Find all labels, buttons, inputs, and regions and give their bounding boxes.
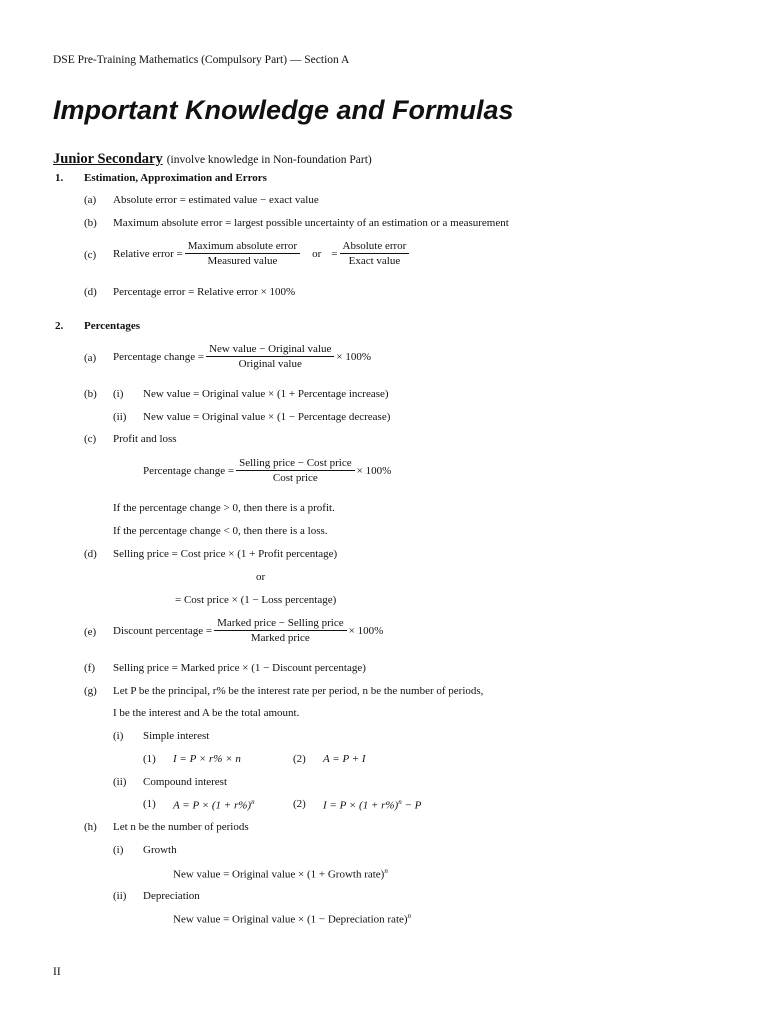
formula-prefix: Percentage change = — [143, 464, 235, 477]
item-1b-label: (b) — [84, 217, 97, 229]
item-2b-i-label: (i) — [113, 388, 124, 400]
fraction-denominator: Exact value — [348, 255, 401, 267]
relative-error-fraction-1 — [185, 240, 300, 267]
section-heading — [53, 150, 372, 168]
simple-interest-formula-1: I = P × r% × n — [173, 753, 241, 765]
fraction-denominator: Measured value — [207, 255, 278, 267]
or-word: or — [256, 571, 266, 583]
item-2f-label: (f) — [84, 662, 95, 674]
formula-tail: − P — [404, 799, 422, 812]
item-2b-i-text: New value = Original value × (1 + Percentage increase) — [143, 388, 389, 400]
simple-interest-f2-label: (2) — [293, 753, 306, 765]
formula-suffix: × 100% — [336, 350, 372, 363]
selling-price-profit: Selling price = Cost price × (1 + Profit percentage) — [113, 548, 338, 560]
item-2f-text: Selling price = Marked price × (1 − Discount percentage) — [113, 662, 366, 674]
profit-loss-fraction — [236, 457, 355, 484]
topic-2-number: 2. — [55, 320, 64, 332]
item-2d-label: (d) — [84, 548, 97, 560]
item-2c-text: Profit and loss — [113, 433, 177, 445]
fraction-numerator: New value − Original value — [206, 343, 334, 357]
growth-title: Growth — [143, 844, 177, 856]
fraction-numerator: Maximum absolute error — [185, 240, 300, 254]
item-2h-label: (h) — [84, 821, 97, 833]
interest-definition-2: I be the interest and A be the total amount. — [113, 707, 300, 719]
item-2b-label: (b) — [84, 388, 97, 400]
formula-body: New value = Original value × (1 + Growth rate) — [173, 868, 385, 881]
formula-prefix: Discount percentage = — [113, 624, 213, 637]
exponent: n — [251, 798, 255, 806]
topic-1-title: Estimation, Approximation and Errors — [84, 172, 267, 184]
page-title: Important Knowledge and Formulas — [53, 95, 514, 125]
item-2g-ii-label: (ii) — [113, 776, 127, 788]
formula-body: I = P × (1 + r%) — [323, 799, 399, 812]
growth-formula — [173, 867, 388, 881]
fraction-denominator: Cost price — [272, 472, 318, 484]
formula-body: A = P × (1 + r%) — [173, 799, 252, 812]
profit-statement: If the percentage change > 0, then there is a profit. — [113, 502, 335, 514]
formula-suffix: × 100% — [356, 464, 392, 477]
item-2g-i-label: (i) — [113, 730, 124, 742]
or-word: or — [312, 247, 322, 260]
item-1d-label: (d) — [84, 286, 97, 298]
item-1a-label: (a) — [84, 194, 97, 206]
formula-suffix: × 100% — [348, 624, 384, 637]
depreciation-title: Depreciation — [143, 890, 200, 902]
compound-interest-title: Compound interest — [143, 776, 228, 788]
percentage-change-formula — [113, 343, 371, 370]
discount-fraction — [214, 617, 347, 644]
item-2e-label: (e) — [84, 626, 97, 638]
compound-interest-formula-1 — [173, 798, 255, 812]
relative-error-formula — [113, 240, 411, 267]
exponent: n — [407, 912, 412, 920]
item-2h-i-label: (i) — [113, 844, 124, 856]
exponent: n — [398, 798, 402, 806]
topic-2-title: Percentages — [84, 320, 140, 332]
item-2g-label: (g) — [84, 685, 97, 697]
item-2h-text: Let n be the number of periods — [113, 821, 249, 833]
profit-loss-formula — [143, 457, 391, 484]
page-number: II — [53, 966, 61, 978]
item-1d-text: Percentage error = Relative error × 100% — [113, 286, 296, 298]
relative-error-prefix: Relative error = — [113, 247, 183, 260]
fraction-denominator: Original value — [238, 358, 302, 370]
item-1c-label: (c) — [84, 249, 97, 261]
discount-formula — [113, 617, 383, 644]
compound-interest-f1-label: (1) — [143, 798, 156, 810]
percentage-change-fraction — [206, 343, 334, 370]
fraction-numerator: Absolute error — [340, 240, 410, 254]
simple-interest-formula-2: A = P + I — [323, 753, 366, 765]
exponent: n — [384, 867, 388, 875]
running-header: DSE Pre-Training Mathematics (Compulsory Part) — Section A — [53, 54, 350, 66]
item-1b-text: Maximum absolute error = largest possible uncertainty of an estimation or a measurement — [113, 217, 509, 229]
topic-1-number: 1. — [55, 172, 64, 184]
depreciation-formula — [173, 912, 411, 926]
fraction-numerator: Selling price − Cost price — [236, 457, 355, 471]
item-2c-label: (c) — [84, 433, 97, 445]
section-label: Junior Secondary — [53, 151, 163, 167]
fraction-denominator: Marked price — [250, 632, 310, 644]
fraction-numerator: Marked price − Selling price — [214, 617, 347, 631]
loss-statement: If the percentage change < 0, then there is a loss. — [113, 525, 328, 537]
item-2a-label: (a) — [84, 352, 97, 364]
simple-interest-title: Simple interest — [143, 730, 210, 742]
equals-sign: = — [331, 247, 338, 260]
formula-prefix: Percentage change = — [113, 350, 205, 363]
item-2b-ii-label: (ii) — [113, 411, 127, 423]
formula-body: New value = Original value × (1 − Depreciation rate) — [173, 913, 408, 926]
simple-interest-f1-label: (1) — [143, 753, 156, 765]
compound-interest-f2-label: (2) — [293, 798, 306, 810]
item-2b-ii-text: New value = Original value × (1 − Percentage decrease) — [143, 411, 391, 423]
item-1a-text: Absolute error = estimated value − exact value — [113, 194, 319, 206]
section-note: (involve knowledge in Non-foundation Part) — [166, 154, 372, 166]
relative-error-fraction-2 — [340, 240, 410, 267]
interest-definition-1: Let P be the principal, r% be the interest rate per period, n be the number of periods, — [113, 685, 484, 697]
selling-price-loss: = Cost price × (1 − Loss percentage) — [175, 594, 337, 606]
item-2h-ii-label: (ii) — [113, 890, 127, 902]
compound-interest-formula-2 — [323, 798, 421, 812]
